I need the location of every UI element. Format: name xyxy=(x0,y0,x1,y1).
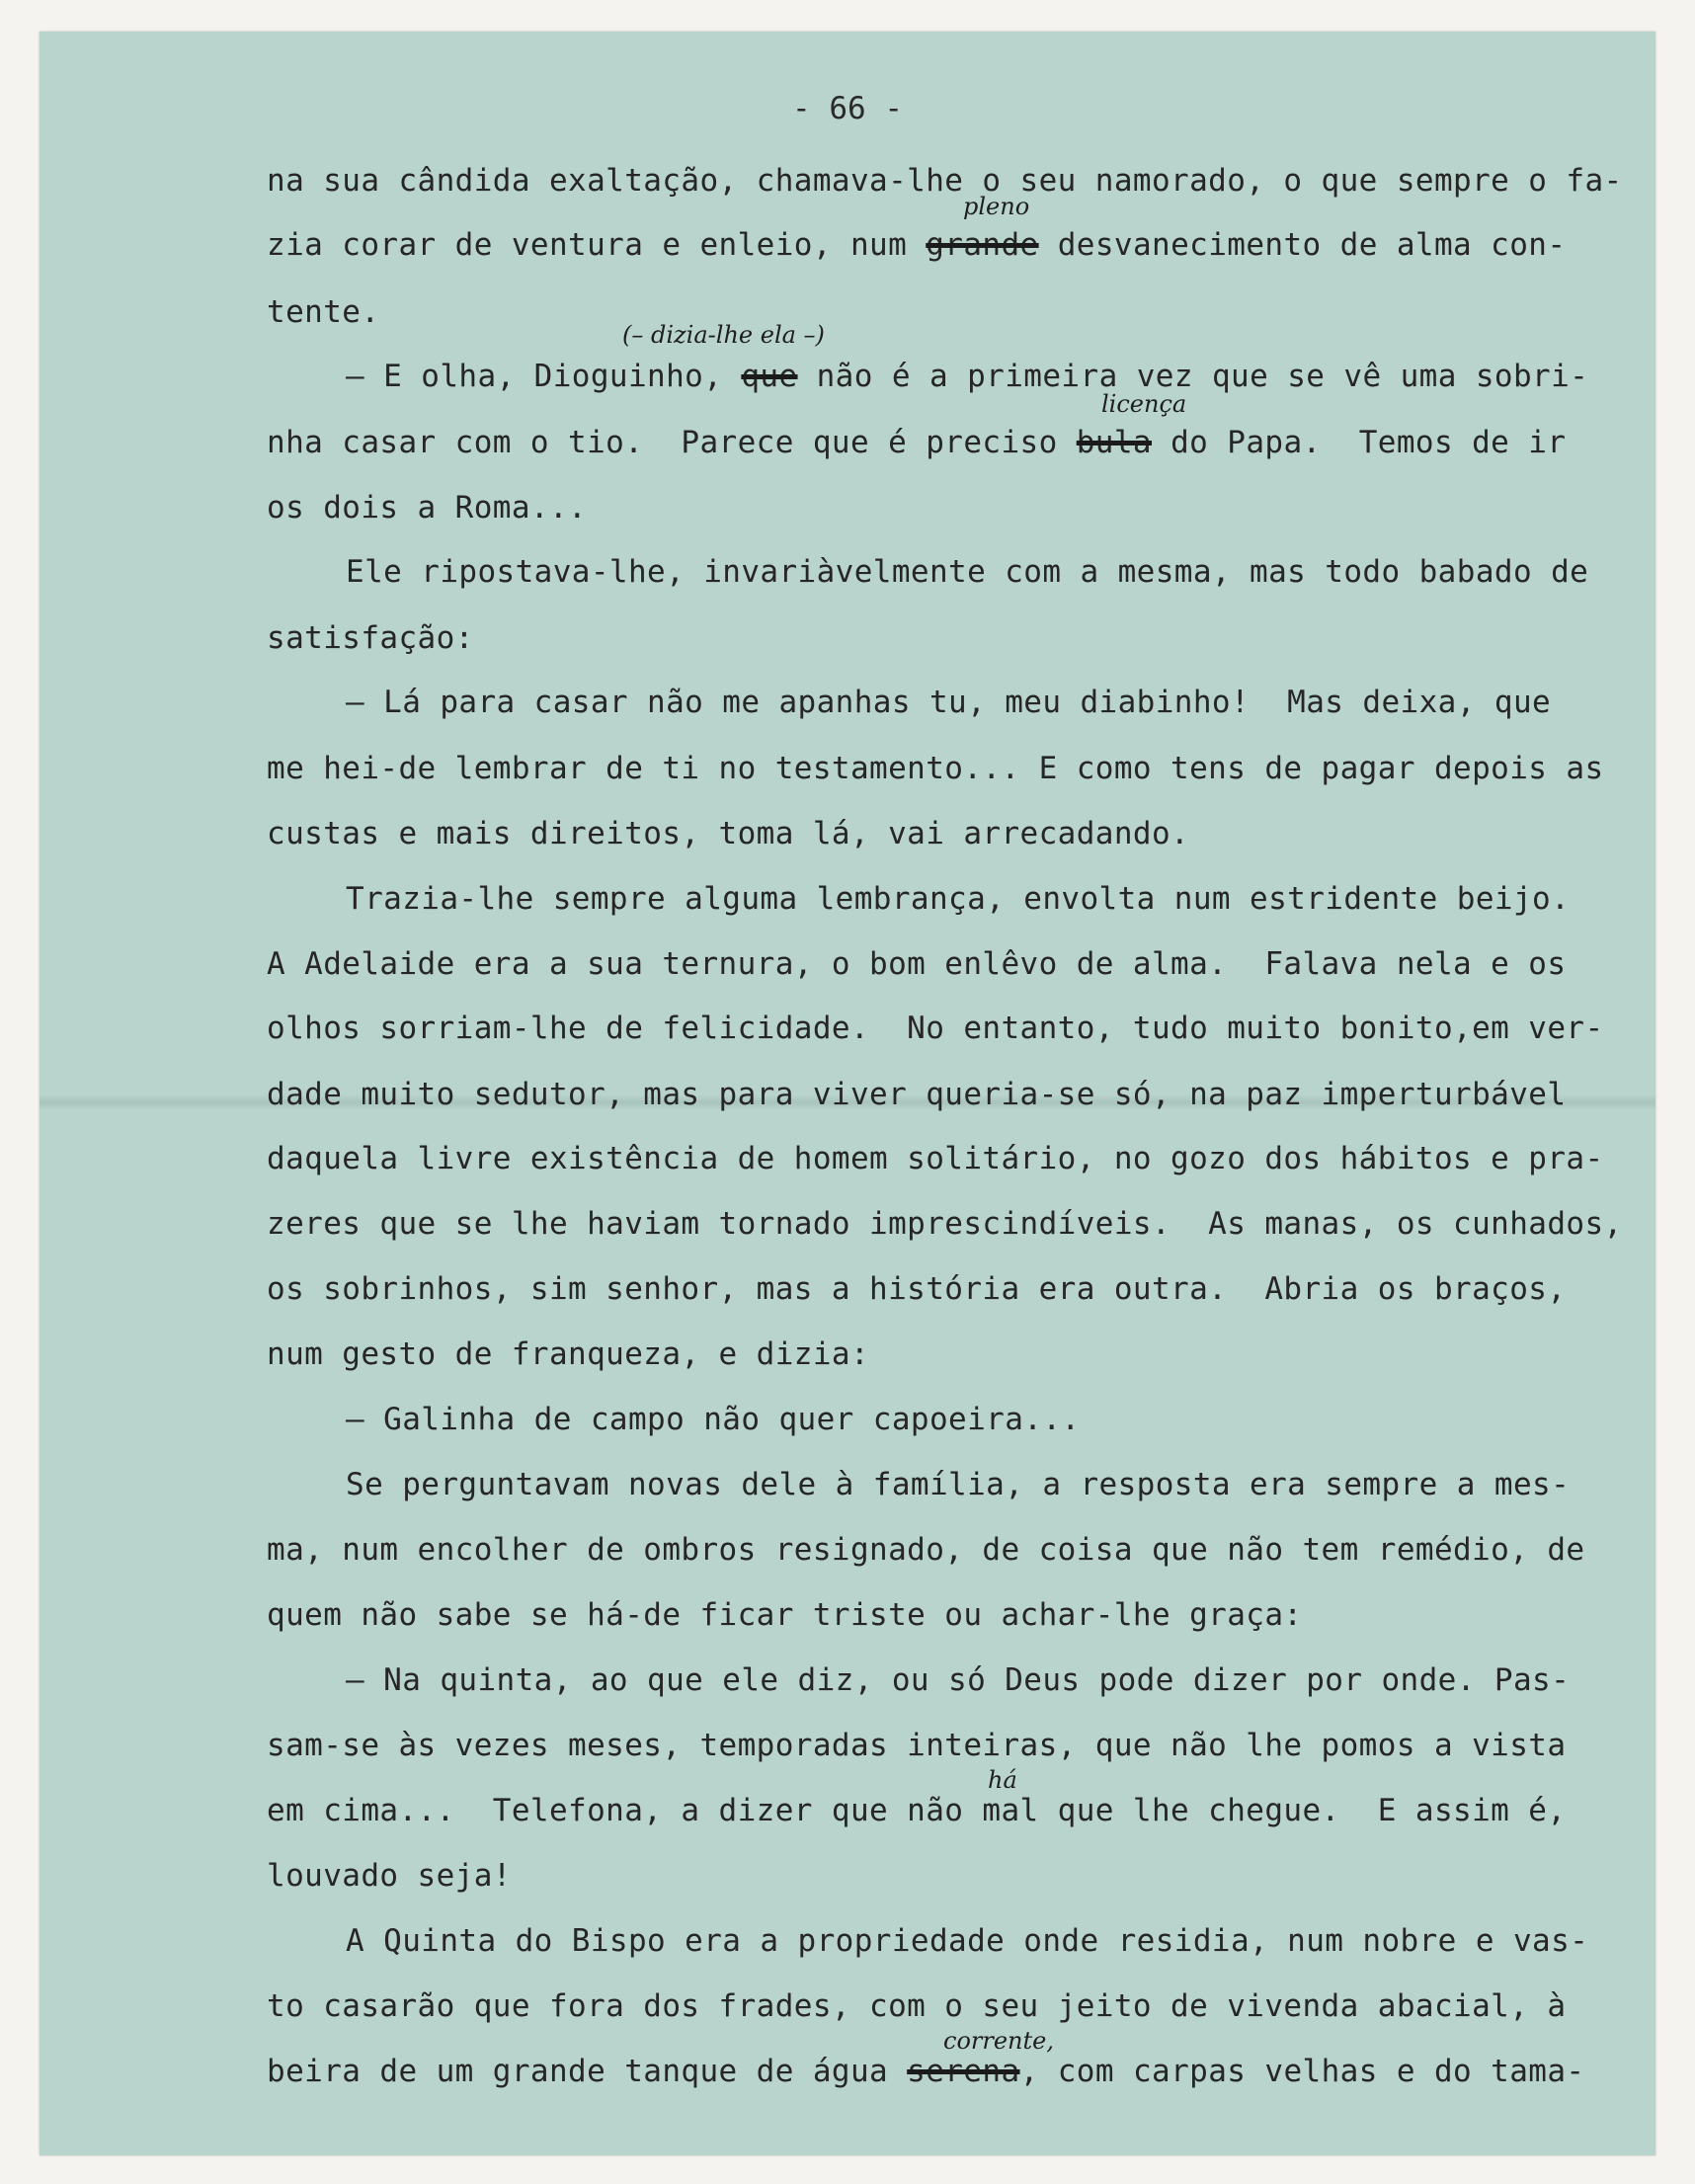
text-line: num gesto de franqueza, e dizia: xyxy=(267,1336,870,1372)
text-line: dade muito sedutor, mas para viver queria-se só, na paz imperturbável xyxy=(267,1077,1567,1112)
text-line: na sua cândida exaltação, chamava-lhe o seu namorado, o que sempre o fa- xyxy=(267,163,1623,199)
text-line: custas e mais direitos, toma lá, vai arrecadando. xyxy=(267,816,1190,851)
text-line: zia corar de ventura e enleio, num grande desvanecimento de alma con- xyxy=(267,227,1567,263)
text-line: louvado seja! xyxy=(267,1858,512,1894)
text-line: tente. xyxy=(267,294,380,330)
text-line: A Quinta do Bispo era a propriedade onde residia, num nobre e vas- xyxy=(346,1923,1589,1959)
text-line: olhos sorriam-lhe de felicidade. No entanto, tudo muito bonito,em ver- xyxy=(267,1011,1604,1046)
text-line: satisfação: xyxy=(267,620,474,656)
text-line: nha casar com o tio. Parece que é preciso bula do Papa. Temos de ir xyxy=(267,425,1567,460)
text-line: em cima... Telefona, a dizer que não mal que lhe chegue. E assim é, xyxy=(267,1793,1567,1828)
text-line: ma, num encolher de ombros resignado, de coisa que não tem remédio, de xyxy=(267,1532,1585,1568)
text-line: — Galinha de campo não quer capoeira... xyxy=(346,1402,1081,1437)
page-number: - 66 - xyxy=(792,91,903,126)
text-line: — Lá para casar não me apanhas tu, meu diabinho! Mas deixa, que xyxy=(346,685,1552,720)
struck-word: que xyxy=(741,359,798,394)
text-line: — Na quinta, ao que ele diz, ou só Deus pode dizer por onde. Pas- xyxy=(346,1662,1571,1698)
text-line: zeres que se lhe haviam tornado imprescindíveis. As manas, os cunhados, xyxy=(267,1206,1623,1242)
text-line: daquela livre existência de homem solitário, no gozo dos hábitos e pra- xyxy=(267,1141,1604,1176)
text-line: Ele ripostava-lhe, invariàvelmente com a mesma, mas todo babado de xyxy=(346,554,1589,590)
struck-word: bula xyxy=(1076,425,1152,460)
text-line: Trazia-lhe sempre alguma lembrança, envolta num estridente beijo. xyxy=(346,881,1571,917)
text-line: quem não sabe se há-de ficar triste ou achar-lhe graça: xyxy=(267,1597,1303,1633)
text-line: beira de um grande tanque de água serena, com carpas velhas e do tama- xyxy=(267,2054,1585,2089)
handwritten-correction: (– dizia-lhe ela –) xyxy=(622,321,825,349)
text-line: — E olha, Dioguinho, que não é a primeira vez que se vê uma sobri- xyxy=(346,359,1589,394)
text-line: me hei-de lembrar de ti no testamento... E como tens de pagar depois as xyxy=(267,751,1604,786)
text-line: A Adelaide era a sua ternura, o bom enlêvo de alma. Falava nela e os xyxy=(267,946,1567,982)
struck-word: serena xyxy=(907,2054,1020,2089)
handwritten-correction: corrente, xyxy=(943,2027,1054,2055)
handwritten-correction: pleno xyxy=(963,193,1030,220)
handwritten-correction: licença xyxy=(1101,390,1187,418)
text-line: to casarão que fora dos frades, com o seu jeito de vivenda abacial, à xyxy=(267,1988,1567,2024)
text-line: os sobrinhos, sim senhor, mas a história era outra. Abria os braços, xyxy=(267,1271,1567,1307)
text-line: Se perguntavam novas dele à família, a resposta era sempre a mes- xyxy=(346,1467,1571,1502)
struck-word: grande xyxy=(926,227,1039,263)
text-line: os dois a Roma... xyxy=(267,490,588,526)
handwritten-correction: há xyxy=(988,1766,1017,1794)
text-line: sam-se às vezes meses, temporadas inteiras, que não lhe pomos a vista xyxy=(267,1728,1567,1763)
